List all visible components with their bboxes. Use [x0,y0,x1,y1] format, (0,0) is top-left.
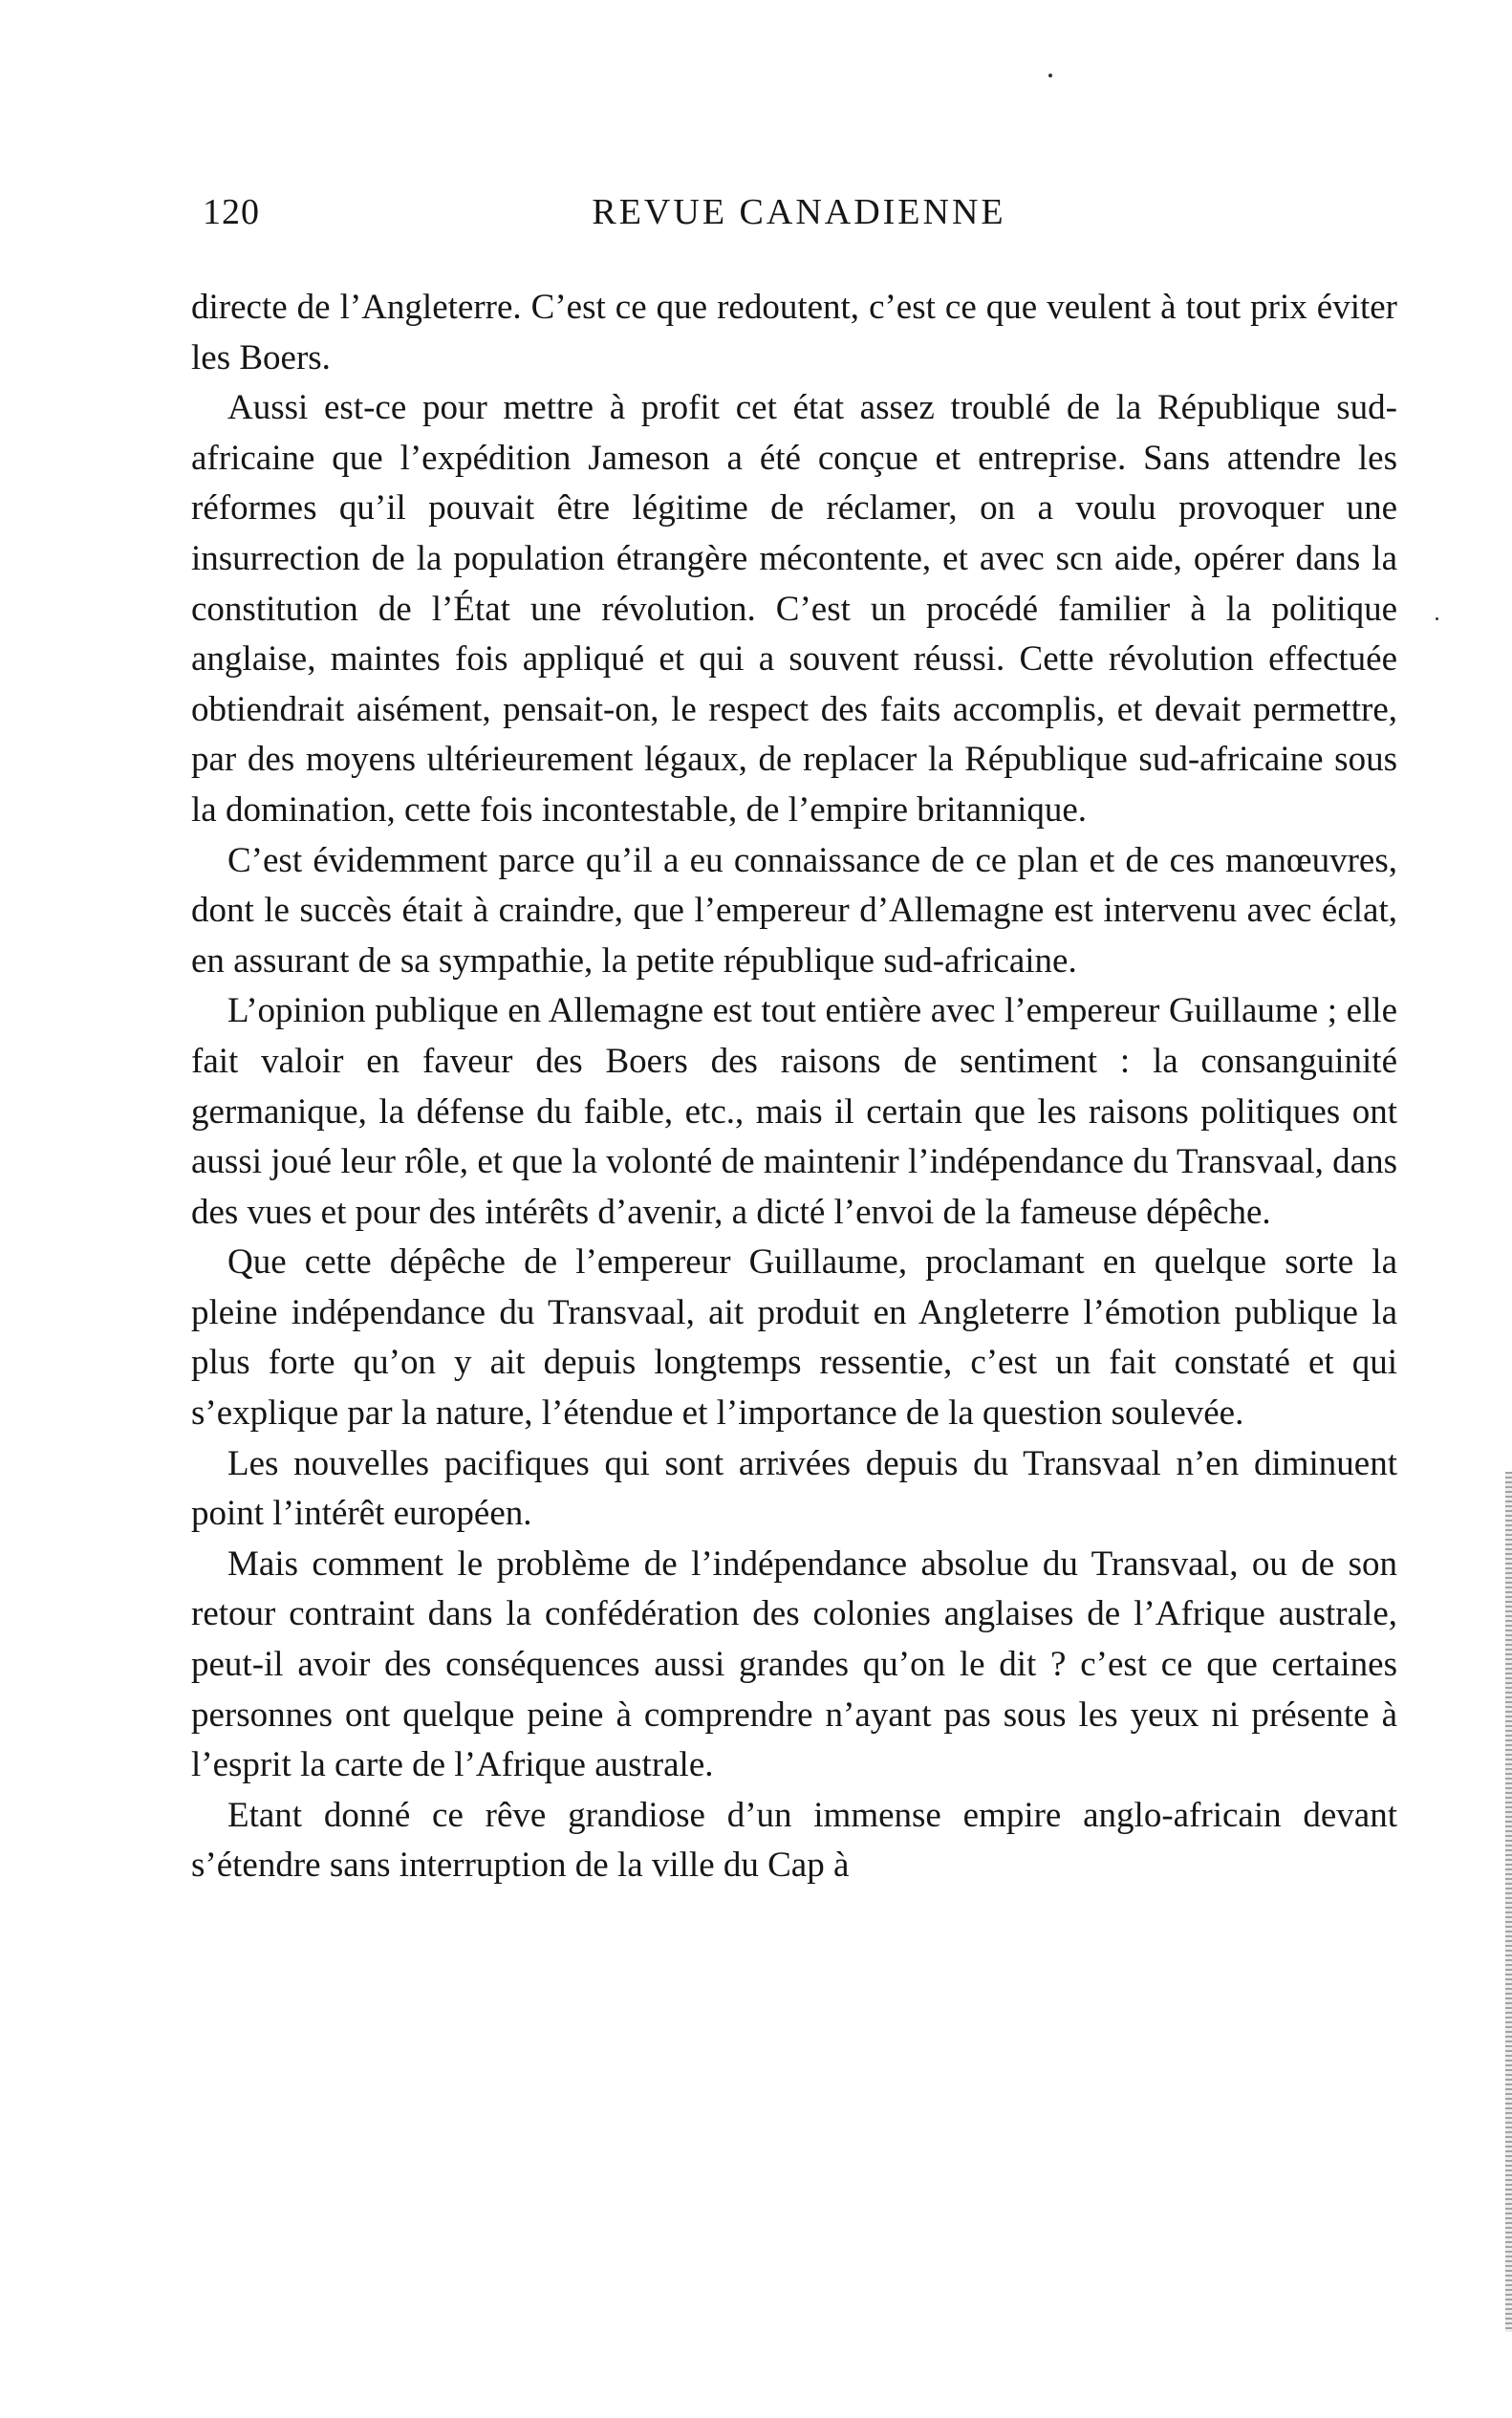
paragraph: Que cette dépêche de l’empereur Guillaume, proclamant en quelque sorte la pleine indépendance du Transvaal, ait produit en Angleterre l’émotion publique la plus forte qu’on y ait depuis longtemps ressentie, c’est un fait constaté et qui s’explique par la nature, l’étendue et l’importance de la question soulevée. [191,1242,1397,1434]
paragraph: Etant donné ce rêve grandiose d’un immense empire anglo-africain devant s’étendre sans interruption de la ville du Cap à [191,1795,1397,1886]
paragraph: Aussi est-ce pour mettre à profit cet état assez troublé de la République sud-africaine que l’expédition Jameson a été conçue et entreprise. Sans attendre les réformes qu’il pouvait être légitime de réclamer, on a voulu provoquer une insurrection de la population étrangère mécontente, et avec scn aide, opérer dans la constitution de l’État une révolution. C’est un procédé familier à la politique anglaise, maintes fois appliqué et qui a souvent réussi. Cette révolution effectuée obtiendrait aisément, pensait-on, le respect des faits accomplis, et devait permettre, par des moyens ultérieurement légaux, de replacer la République sud-africaine sous la domination, cette fois incontestable, de l’empire britannique. [191,388,1397,830]
print-speck [1436,617,1438,620]
paragraph: directe de l’Angleterre. C’est ce que redoutent, c’est ce que veulent à tout prix éviter les Boers. [191,288,1397,378]
page-number: 120 [203,192,260,232]
binding-edge [1505,1472,1512,2332]
page-header [203,191,1395,258]
paragraph: Mais comment le problème de l’indépendance absolue du Transvaal, ou de son retour contraint dans la confédération des colonies anglaises de l’Afrique australe, peut-il avoir des conséquences aussi grandes qu’on le dit ? c’est ce que certaines personnes ont quelque peine à comprendre n’ayant pas sous les yeux ni présente à l’esprit la carte de l’Afrique australe. [191,1544,1397,1785]
running-head: REVUE CANADIENNE [592,192,1006,232]
body-text [191,283,1397,1891]
paragraph: L’opinion publique en Allemagne est tout entière avec l’empereur Guillaume ; elle fait valoir en faveur des Boers des raisons de sentiment : la consanguinité germanique, la défense du faible, etc., mais il certain que les raisons politiques ont aussi joué leur rôle, et que la volonté de maintenir l’indépendance du Transvaal, dans des vues et pour des intérêts d’avenir, a dicté l’envoi de la fameuse dépêche. [191,991,1397,1232]
paragraph: Les nouvelles pacifiques qui sont arrivées depuis du Transvaal n’en diminuent point l’intérêt européen. [191,1443,1397,1534]
print-speck [1048,74,1052,77]
paragraph: C’est évidemment parce qu’il a eu connaissance de ce plan et de ces manœuvres, dont le succès était à craindre, que l’empereur d’Allemagne est intervenu avec éclat, en assurant de sa sympathie, la petite république sud-africaine. [191,840,1397,981]
